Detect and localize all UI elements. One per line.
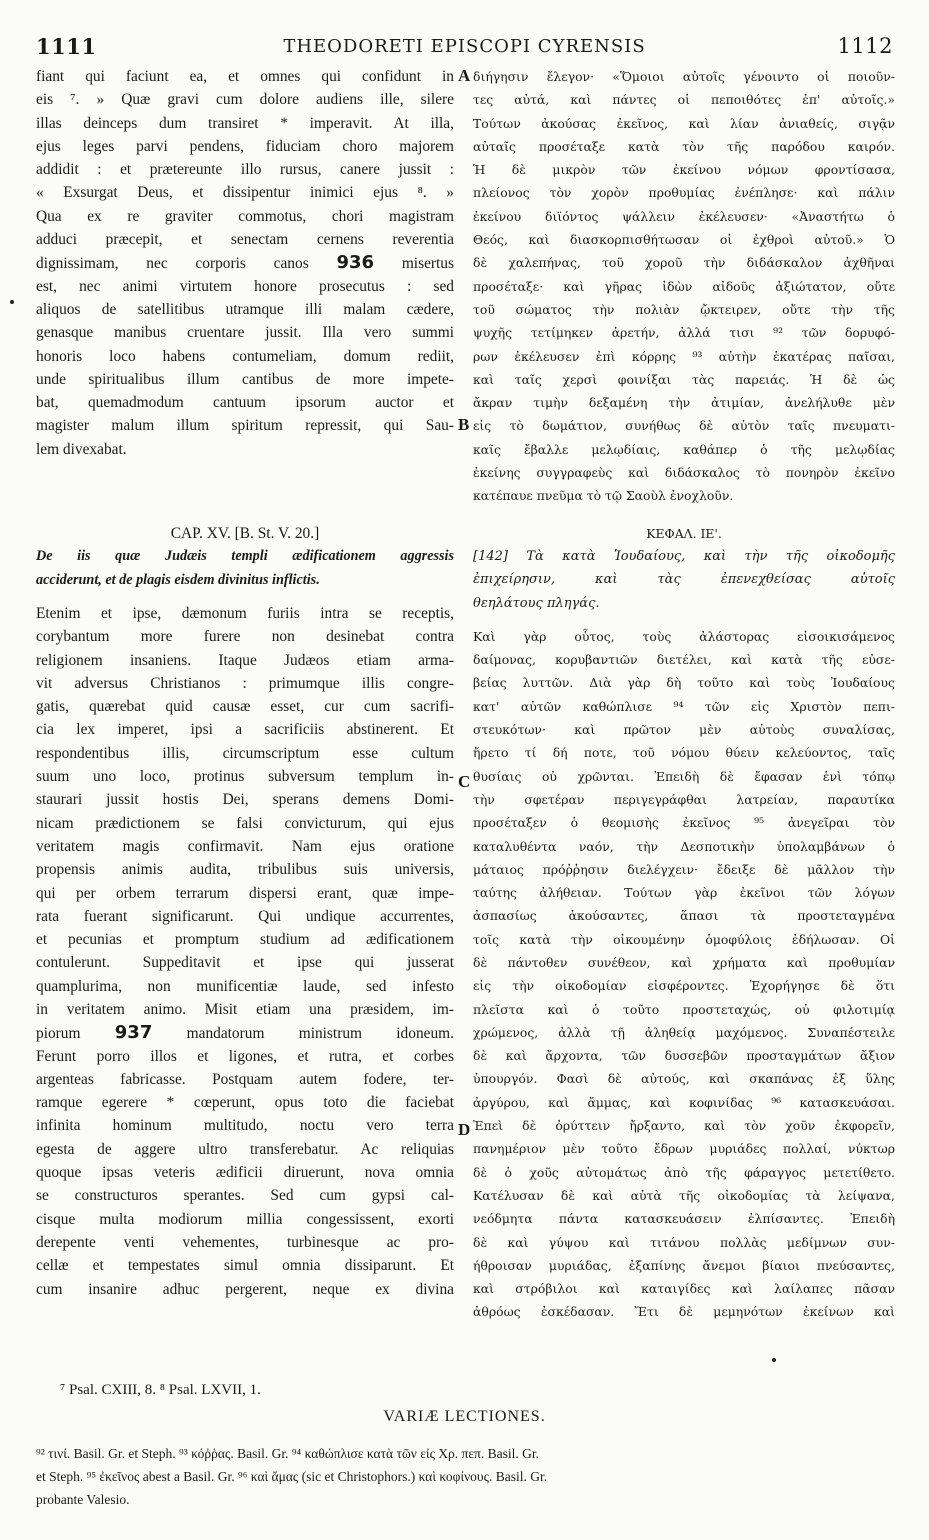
latin-line: staurari jussit hostis Dei, sperans demens Domi- [36, 791, 454, 809]
latin-line: infinita hominum multitudo, noctu vero terra [36, 1117, 454, 1135]
margin-marker-c: C [458, 772, 471, 791]
latin-line: qui per orbem terrarum dispersi erant, quæ impe- [36, 884, 454, 902]
greek-line: τὴν σφετέραν περιγεγράφθαι λατρείαν, παραυτίκα [473, 791, 895, 807]
greek-line: προσέταξε· καὶ γῆρας ἰδὼν αἰδοῦς ἀξιώτατον, οὔτε [473, 278, 895, 294]
greek-line: κατ' αὐτῶν καθώπλισε ⁹⁴ τῶν εἰς Χριστὸν πεπι- [473, 698, 895, 714]
greek-line: καὶ ταῖς χερσὶ φοινίξαι τὰς παρειάς. Ἡ δὲ ὡς [473, 371, 895, 387]
greek-line: τες αὐτά, καὶ πάντες οἱ πεποιθότες ἐπ' αὐτοῖς.» [473, 92, 895, 108]
latin-line: argenteas fabricasse. Postquam autem fodere, ter- [36, 1070, 454, 1088]
greek-line: ήθροισαν μυριάδας, ἐξαπίνης ἄνεμοι βίαιοι πνεύσαντες, [473, 1257, 895, 1273]
greek-line: στευκότων· καὶ πρῶτον μὲν αὐτοὺς συναλίσας, [473, 722, 895, 738]
greek-line: ἀθρόως ἐσκέδασαν. Ἔτι δὲ μεμηνότων ἐκείνων καὶ [473, 1304, 895, 1320]
latin-line: dignissimam, nec corporis canos 936 misertus [36, 252, 454, 274]
greek-line: ἀργύρου, καὶ ἄμμας, καὶ κοφινίδας ⁹⁶ κατασκευάσαι. [473, 1094, 895, 1110]
greek-line: κατέπαυε πνεῦμα τὸ τῷ Σαοὺλ ἐνοχλοῦν. [473, 488, 734, 504]
variae-lectiones [36, 1442, 893, 1511]
latin-line: se constructuros sperantes. Sed cum gypsi cal- [36, 1187, 454, 1205]
spacer [473, 508, 895, 522]
greek-line: νεόδμητα πάντα κατασκευάσειν ἐλπίσαντες. Ἐπειδὴ [473, 1211, 895, 1227]
latin-line: fiant qui faciunt ea, et omnes qui confidunt in [36, 68, 454, 85]
greek-line: βείας λυττῶν. Διὰ γὰρ δὴ τοῦτο καὶ τοὺς Ἰουδαίους [473, 675, 895, 691]
column-number: 937 [114, 1022, 153, 1044]
greek-line: ἄκραν τιμὴν δεξαμένη τὴν ἀτιμίαν, ἀνελήλυθε μὲν [473, 395, 895, 411]
latin-line: honoris loco habens contumeliam, domum rediit, [36, 347, 454, 365]
latin-line: corybantum more furere non desinebat contra [36, 628, 454, 646]
latin-line: unde spiritualibus illum cantibus de more impete- [36, 370, 454, 388]
latin-line: vit adversus Christianos : primumque illis congre- [36, 674, 454, 692]
latin-line: est, nec animi virtutem honore prosecutus : sed [36, 277, 454, 295]
greek-line: διήγησιν ἔλεγον· «Ὅμοιοι αὐτοῖς γένοιντο οἱ ποιοῦν- [473, 69, 895, 84]
spacer [36, 461, 454, 522]
latin-line: adduci præcepit, et senectam cernens reverentia [36, 231, 454, 249]
spacer [473, 615, 895, 625]
greek-line: προσέταξεν ὁ θεομισὴς ἐκεῖνος ⁹⁵ ἀνεγεῖραι τὸν [473, 815, 895, 831]
greek-line: Καὶ γὰρ οὗτος, τοὺς ἀλάστορας εἰσοικισάμενος [473, 628, 895, 644]
variant-line: probante Valesio. [36, 1492, 130, 1507]
column-number: 936 [336, 252, 375, 274]
greek-chapter-subtitle: θεηλάτους πληγάς. [473, 595, 600, 611]
latin-line: suum uno loco, protinus subversum templum in- [36, 768, 454, 786]
latin-line: Qua ex re graviter commotus, chori magistram [36, 207, 454, 225]
latin-line: bat, quemadmodum cantuum ipsorum auctor et [36, 394, 454, 412]
margin-dot [10, 300, 14, 304]
greek-line: θυσίαις οὐ χρῶνται. Ἐπειδὴ δὲ ἔφασαν ἑνὶ τόπῳ [473, 768, 895, 784]
greek-chapter-subtitle: [142] Τὰ κατὰ Ἰουδαίους, καὶ τὴν τῆς οἰκοδομῆς [473, 548, 895, 564]
greek-line: τοῦ σώματος τὴν πολιὰν ᾤκτειρεν, οὔτε τὴν τῆς [473, 301, 895, 317]
latin-line: Ferunt porro illos et ligones, et rutra, et corbes [36, 1047, 454, 1065]
footnote: ⁷ Psal. CXIII, 8. ⁸ Psal. LXVII, 1. [60, 1382, 261, 1398]
greek-line: Ἐπεὶ δὲ ὀρύττειν ἤρξαντο, καὶ τὸν χοῦν ἐκφορεῖν, [473, 1118, 895, 1134]
latin-chapter-title: CAP. XV. [B. St. V. 20.] [170, 525, 320, 543]
greek-line: χρώμενος, ἀλλὰ τῇ ἀληθείᾳ μαχόμενος. Συναπέστειλε [473, 1024, 895, 1040]
greek-line: δὲ ὁ χοῦς αὐτομάτως ἀπὸ τῆς φάραγγος μετετίθετο. [473, 1164, 895, 1180]
greek-line: καταλυθέντα ναόν, τὴν Δεσποτικὴν ὑπολαμβάνων ὁ [473, 838, 895, 854]
greek-line: ἤρετο τί δή ποτε, τοῦ νόμου θύειν κελεύοντος, ταῖς [473, 745, 895, 761]
latin-chapter-subtitle: acciderunt, et de plagis eisdem divinitus inflictis. [36, 571, 320, 588]
greek-line: τοῖς κατὰ τὴν οἰκουμένην ὁμοφύλοις ἐδήλωσαν. Οἱ [473, 931, 895, 947]
greek-line: Τούτων ἀκούσας ἐκεῖνος, καὶ λίαν ἀνιαθείς, σιγᾷν [473, 115, 895, 131]
latin-line: rata fuerant significarunt. Qui undique accurrentes, [36, 907, 454, 925]
latin-chapter-subtitle: De iis quæ Judæis templi ædificationem aggressis [36, 548, 454, 565]
latin-column [36, 65, 454, 1301]
margin-dot [772, 1358, 776, 1362]
latin-line: aliquos de satellitibus utramque illi malam cædere, [36, 300, 454, 318]
greek-line: ρων ἐκέλευσεν ἐπὶ κόρρης ⁹³ αὐτὴν ἑκατέρας παῖσαι, [473, 348, 895, 364]
latin-line: respondentibus illis, circumscriptum esse cultum [36, 744, 454, 762]
greek-line: ἐκείνης συγγραφεὺς καὶ διδάσκαλος τὸ πονηρὸν ἐκεῖνο [473, 465, 895, 481]
page-number-left: 1111 [36, 34, 97, 59]
latin-line: cum insanire adhuc pergerent, neque ex divina [36, 1280, 454, 1298]
latin-line: quamplurima, non munificentiæ laude, sed infesto [36, 977, 454, 995]
latin-line: « Exsurgat Deus, et dissipentur inimici ejus ⁸. » [36, 184, 454, 202]
latin-line: contulerunt. Suppeditavit et ipse qui jusserat [36, 954, 454, 972]
latin-line: cisque multa modiorum millia congessissent, exorti [36, 1210, 454, 1228]
greek-line: πλεῖστα καὶ ὁ τοῦτο προστεταχώς, οὐ φιλοτιμίᾳ [473, 1001, 895, 1017]
greek-line: εἰς τὴν οἰκοδομίαν εἰσφέροντες. Ἐχορήγησε δὲ ὅτι [473, 978, 895, 994]
greek-line: δὲ καὶ ἄρχοντα, τῶν δυσσεβῶν προσταγμάτων ἄξιον [473, 1048, 895, 1064]
latin-line: gatis, quærebat quid causæ esset, cur cum sacrifi- [36, 698, 454, 716]
variant-line: et Steph. ⁹⁵ ἐκεῖνος abest a Basil. Gr. ⁹⁶ καὶ ἄμας (sic et Christophors.) καὶ κοφίνους. Basil. Gr. [36, 1469, 548, 1484]
latin-line: genasque manibus cruentare jussit. Illa vero summi [36, 324, 454, 342]
greek-line: πανημέριον μὲν τοῦτο ἔδρων μυριάδες πολλαί, νύκτωρ [473, 1141, 895, 1157]
latin-line: eis ⁷. » Quæ gravi cum dolore audiens ille, silere [36, 91, 454, 109]
latin-line: magister malum illum spiritum repressit, qui Sau- [36, 417, 454, 435]
greek-line: Ἡ δὲ μικρὸν τῶν ἐκείνου νόμων φροντίσασα, [473, 162, 895, 178]
margin-marker-b: B [458, 415, 470, 434]
greek-line: ἐκείνου διϊόντος ψάλλειν ἐκέλευσεν· «Ἀναστήτω ὁ [473, 208, 895, 224]
running-title: THEODORETI EPISCOPI CYRENSIS [283, 36, 646, 57]
variae-lectiones-heading: VARIÆ LECTIONES. [383, 1408, 546, 1425]
latin-line: quoque ipsas veteris ædificii diruerunt, nova omnia [36, 1164, 454, 1182]
latin-line: egesta de aggere ultro transferebatur. Ac reliquias [36, 1140, 454, 1158]
greek-line: δὲ καὶ γύψου καὶ τιτάνου πολλὰς μεδίμνων συν- [473, 1234, 895, 1250]
greek-line: δὲ χαλεπήνας, τοῦ χοροῦ τὴν διδάσκαλον ἀχθῆναι [473, 255, 895, 271]
latin-line: cellæ et tempestates simul omnia dissiparunt. Et [36, 1257, 454, 1275]
latin-line: veritatem magis confirmavit. Nam ejus oratione [36, 837, 454, 855]
latin-line: ejus leges parvi pendens, fiduciam choro majorem [36, 137, 454, 155]
margin-marker-d: D [458, 1120, 471, 1139]
page-number-right: 1112 [837, 34, 893, 58]
latin-line: ramque egerere * cœperunt, opus toto die faciebat [36, 1094, 454, 1112]
greek-line: καῖς ἔβαλλε μελῳδίαις, καθάπερ ὁ τῆς μελῳδίας [473, 441, 895, 457]
greek-chapter-title: ΚΕΦΑΛ. ΙΕ'. [646, 525, 722, 541]
latin-line: addidit : et prætereunte illo rursus, canere jussit : [36, 161, 454, 179]
latin-line: in veritatem animo. Misit etiam una præsidem, im- [36, 1000, 454, 1018]
greek-column [473, 65, 895, 1324]
latin-line: religionem insaniens. Itaque Judæos etiam arma- [36, 651, 454, 669]
latin-line: piorum 937 mandatorum ministrum idoneum. [36, 1022, 454, 1044]
latin-line: derepente venti vehementes, turbinesque ac pro- [36, 1233, 454, 1251]
latin-line: illas deinceps dum transiret * imperavit. At illa, [36, 114, 454, 132]
margin-marker-a: A [458, 66, 471, 85]
latin-line: lem divexabat. [36, 440, 127, 458]
spacer [36, 592, 454, 602]
greek-line: ταύτης ἀλήθειαν. Τούτων γὰρ ἐκεῖνοι τῶν λόγων [473, 885, 895, 901]
greek-chapter-subtitle: ἐπιχείρησιν, καὶ τὰς ἐπενεχθείσας αὐτοῖς [473, 572, 895, 588]
greek-line: Κατέλυσαν δὲ καὶ αὐτὰ τῆς οἰκοδομίας τὰ λείψανα, [473, 1187, 895, 1203]
page-header [36, 34, 893, 60]
greek-line: πλείονος τὸν χορὸν προθυμίας ἐνέπλησε· καὶ πάλιν [473, 185, 895, 201]
latin-line: cia lex imperet, ipsi a sacrificiis abstinerent. Et [36, 721, 454, 739]
greek-line: Θεός, καὶ διασκορπισθήτωσαν οἱ ἐχθροὶ αὐτοῦ.» Ὁ [473, 232, 895, 248]
greek-line: αὐταῖς προσέταξε κατὰ τὸν τῆς παρόδου καιρόν. [473, 138, 895, 154]
greek-line: εἰς τὸ δωμάτιον, συνήθως δὲ αὐτὸν ταῖς πνευματι- [473, 418, 895, 434]
latin-line: Etenim et ipse, dæmonum furiis intra se receptis, [36, 604, 454, 622]
greek-line: ἀσπασίως ἀκούσαντες, ἅπασι τὰ προστεταγμένα [473, 908, 895, 924]
greek-line: καὶ στρόβιλοι καὶ καταιγίδες καὶ λαίλαπες πᾶσαν [473, 1281, 895, 1297]
greek-line: μάταιος πρόῤῥησιν διελέγχειν· ἔδειξε δὲ μᾶλλον τὴν [473, 861, 895, 877]
greek-line: ὑπουργόν. Φασὶ δὲ αὐτούς, καὶ σκαπάνας ἐξ ὕλης [473, 1071, 895, 1087]
greek-line: ψυχῆς τετίμηκεν ἀρετήν, ἀλλά τισι ⁹² τῶν δορυφό- [473, 325, 895, 341]
greek-line: δὲ πάντοθεν συνέθεον, καὶ χρήματα καὶ προθυμίαν [473, 954, 895, 970]
latin-line: et pecunias et promptum studium ad ædificationem [36, 931, 454, 949]
variant-line: ⁹² τινί. Basil. Gr. et Steph. ⁹³ κόῤῥας. Basil. Gr. ⁹⁴ καθώπλισε κατὰ τῶν εἰς Χρ. πεπ. Basil. Gr. [36, 1446, 539, 1461]
latin-line: propensis animis audita, tribulibus suis universis, [36, 861, 454, 879]
latin-line: nicam prædictionem se falsi convicturum, qui ejus [36, 814, 454, 832]
greek-line: δαίμονας, κορυβαντιῶν διετέλει, καὶ κατὰ τῆς εὐσε- [473, 652, 895, 668]
